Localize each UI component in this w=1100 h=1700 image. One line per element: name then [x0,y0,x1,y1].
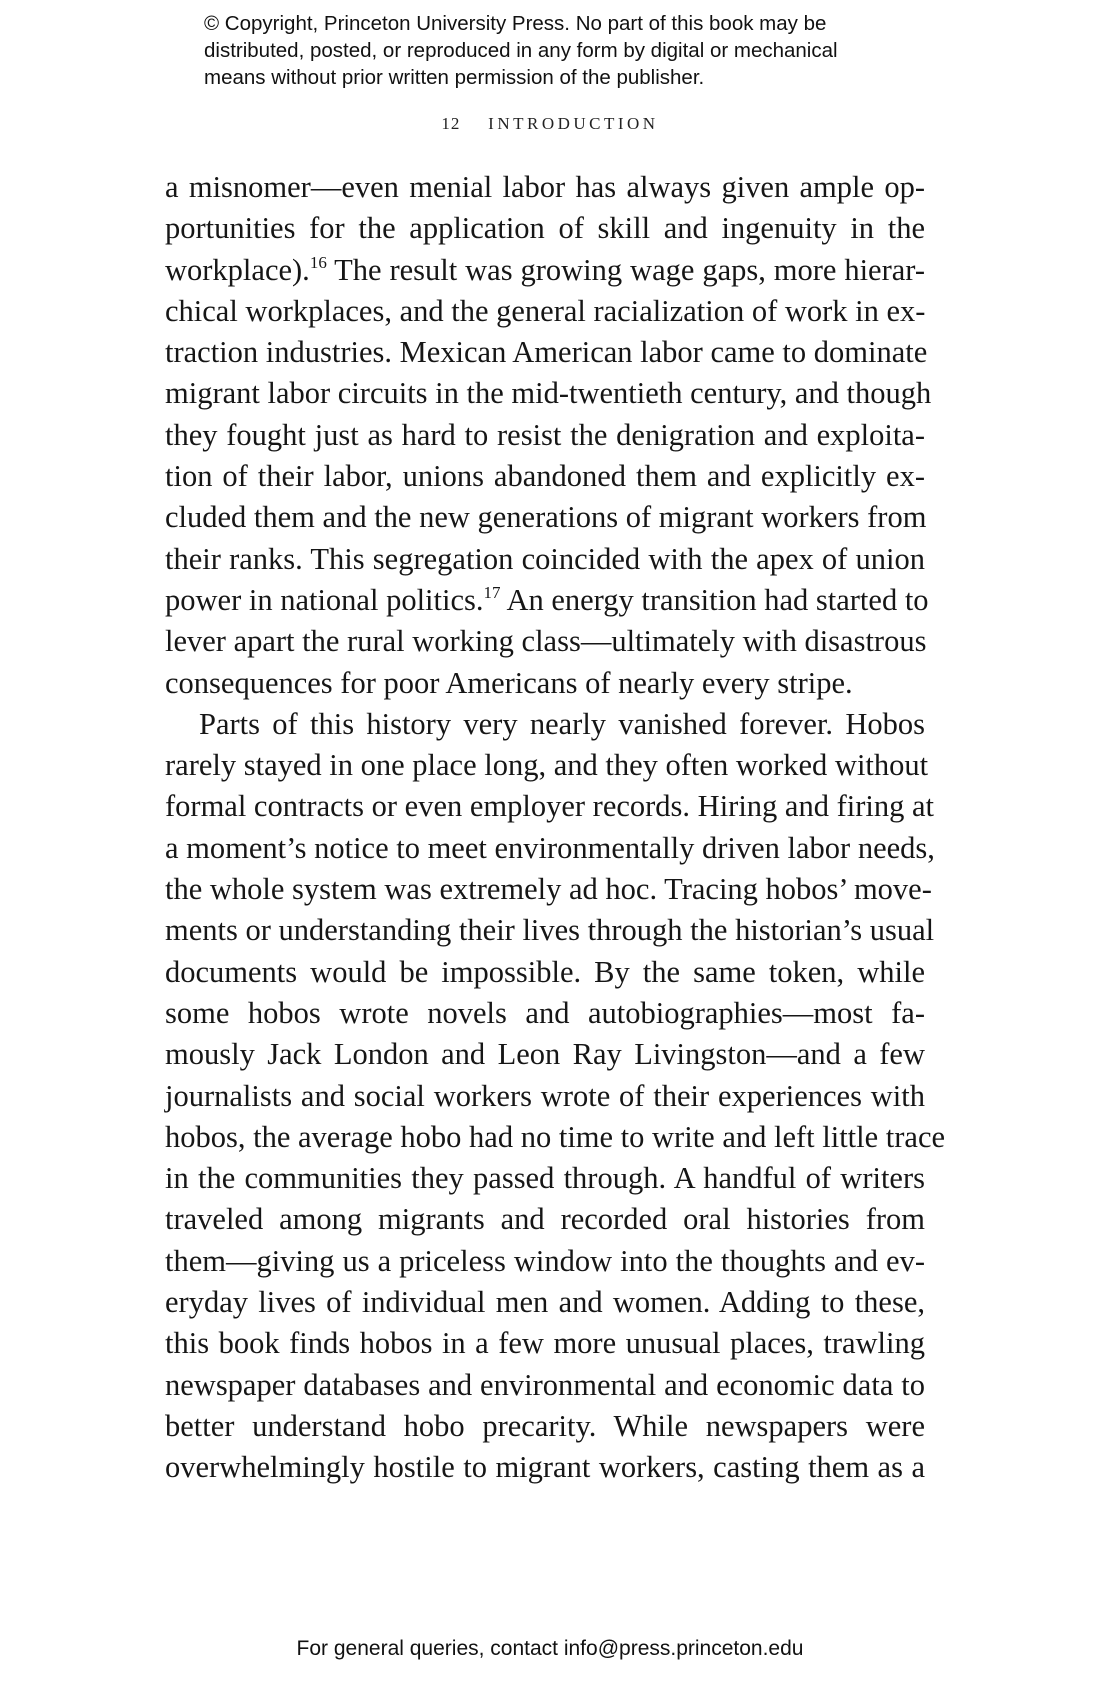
text-line: a moment’s notice to meet environmentally driven labor needs, [165,830,935,865]
text-line: ments or understanding their lives through the historian’s usual [165,913,935,948]
text-line: journalists and social workers wrote of their experiences with [165,1078,925,1113]
section-title: INTRODUCTION [488,114,659,133]
text-line: cluded them and the new generations of migrant workers from [165,500,927,535]
text-segment: An energy transition had started to [500,582,929,617]
text-line: traveled among migrants and recorded oral histories from [165,1202,925,1237]
text-segment: The result was growing wage gaps, more hierar- [326,252,925,287]
page-number: 12 [441,114,461,133]
text-segment: workplace). [165,252,310,287]
copyright-notice [204,10,924,91]
footer-contact: For general queries, contact info@press.princeton.edu [296,1637,804,1660]
text-line: eryday lives of individual men and women. Adding to these, [165,1285,925,1320]
text-line: portunities for the application of skill and ingenuity in the [165,211,925,246]
text-line [165,580,929,621]
text-line: newspaper databases and environmental and economic data to [165,1367,925,1402]
text-line: hobos, the average hobo had no time to write and left little trace [165,1119,946,1154]
text-line: them—giving us a priceless window into the thoughts and ev- [165,1243,925,1278]
text-line: overwhelmingly hostile to migrant workers, casting them as a [165,1450,925,1485]
copyright-line: distributed, posted, or reproduced in any form by digital or mechanical [204,39,838,62]
text-line: in the communities they passed through. A handful of writers [165,1161,925,1196]
body-text [165,167,946,1489]
text-line: rarely stayed in one place long, and they often worked without [165,748,929,783]
running-head [0,114,1100,134]
text-line: some hobos wrote novels and autobiographies—most fa- [165,995,925,1030]
text-line: their ranks. This segregation coincided with the apex of union [165,541,925,576]
text-line: migrant labor circuits in the mid-twentieth century, and though [165,376,932,411]
text-line: documents would be impossible. By the same token, while [165,954,925,989]
copyright-line: © Copyright, Princeton University Press. No part of this book may be [204,12,827,35]
text-line: consequences for poor Americans of nearly every stripe. [165,665,853,700]
copyright-line: means without prior written permission of the publisher. [204,66,705,89]
text-line: chical workplaces, and the general racialization of work in ex- [165,293,926,328]
text-line: a misnomer—even menial labor has always given ample op- [165,170,925,204]
text-line: mously Jack London and Leon Ray Livingston—and a few [165,1037,925,1072]
text-line: tion of their labor, unions abandoned them and explicitly ex- [165,459,925,494]
text-line: the whole system was extremely ad hoc. Tracing hobos’ move- [165,872,932,907]
text-line: this book finds hobos in a few more unusual places, trawling [165,1326,925,1361]
text-line: lever apart the rural working class—ultimately with disastrous [165,624,927,659]
footnote-marker: 17 [483,582,501,602]
text-line: they fought just as hard to resist the denigration and exploita- [165,417,925,452]
text-line: formal contracts or even employer records. Hiring and firing at [165,789,934,824]
paragraph-start-line: Parts of this history very nearly vanished forever. Hobos [199,706,925,741]
text-line: better understand hobo precarity. While newspapers were [165,1408,925,1443]
text-segment: power in national politics. [165,582,484,617]
text-line [165,250,925,291]
footnote-marker: 16 [309,252,327,272]
text-line: traction industries. Mexican American labor came to dominate [165,335,928,370]
